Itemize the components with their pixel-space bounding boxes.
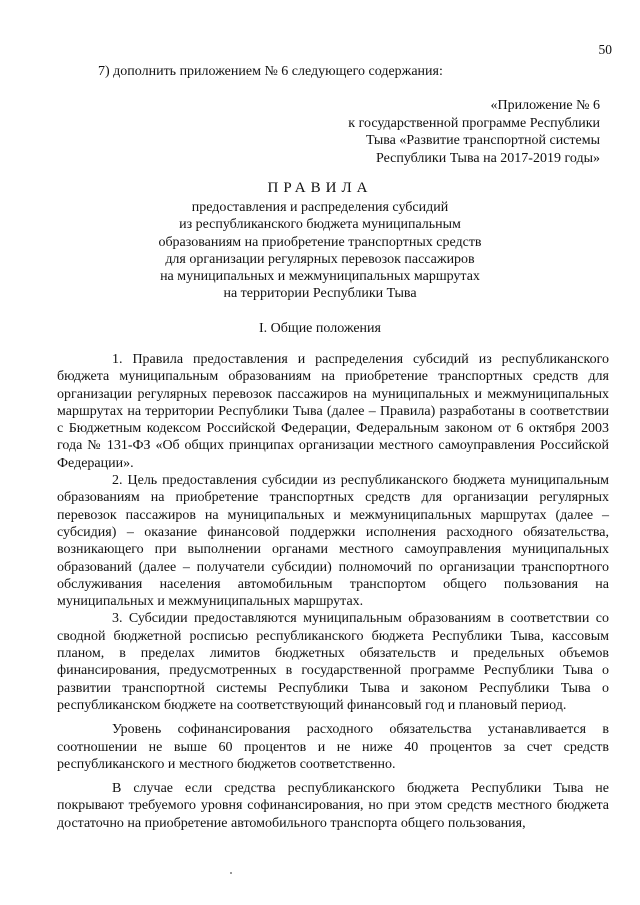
- rules-title: ПРАВИЛА: [267, 180, 373, 196]
- paragraph-5: В случае если средства республиканского бюджета Республики Тыва не покрывают требуемого уровня софинансирования, но при этом средств местного бюджета достаточно на приобретение автомобильного транспорта общего пользования,: [57, 781, 609, 831]
- appendix-heading: «Приложение № 6 к государственной программе Республики Тыва «Развитие транспортной системы Республики Тыва на 2017-2019 годы»: [348, 98, 600, 166]
- body-text: [57, 351, 609, 832]
- paragraph-4: Уровень софинансирования расходного обязательства устанавливается в соотношении не выше 60 процентов и не ниже 40 процентов за счет средств республиканского и местного бюджетов соответственно.: [57, 722, 609, 772]
- scan-speck: [230, 872, 232, 874]
- section-heading: I. Общие положения: [259, 321, 381, 336]
- paragraph-3: 3. Субсидии предоставляются муниципальным образованиям в соответствии со сводной бюджетной росписью республиканского бюджета Республики Тыва, кассовым планом, в пределах лимитов бюджетных обязательств и предельных объемов финансирования, предусмотренных в государственной программе Республики Тыва о развитии транспортной системы Республики Тыва и законом Республики Тыва о республиканском бюджете на соответствующий финансовый год и плановый период.: [57, 611, 609, 713]
- page-number: 50: [598, 42, 612, 57]
- intro-line: 7) дополнить приложением № 6 следующего содержания:: [98, 64, 443, 79]
- rules-subtitle: предоставления и распределения субсидий из республиканского бюджета муниципальным образованиям на приобретение транспортных средств для организации регулярных перевозок пассажиров на муниципальных и межмуниципальных маршрутах на территории Республики Тыва: [158, 200, 482, 302]
- paragraph-2: 2. Цель предоставления субсидии из республиканского бюджета муниципальным образованиям на приобретение транспортных средств для организации регулярных перевозок пассажиров на муниципальных и межмуниципальных маршрутах (далее – субсидия) – оказание финансовой поддержки исполнения расходного обязательства, возникающего при выполнении органами местного самоуправления муниципальных образований (далее – получатели субсидии) полномочий по организации транспортного обслуживания населения автомобильным транспортом общего пользования на муниципальных и межмуниципальных маршрутах.: [57, 473, 609, 610]
- paragraph-1: 1. Правила предоставления и распределения субсидий из республиканского бюджета муниципальным образованиям на приобретение транспортных средств для организации регулярных перевозок пассажиров на муниципальных и межмуниципальных маршрутах на территории Республики Тыва (далее – Правила) разработаны в соответствии с Бюджетным кодексом Российской Федерации, Федеральным законом от 6 октября 2003 года № 131-ФЗ «Об общих принципах организации местного самоуправления Российской Федерации».: [57, 352, 609, 471]
